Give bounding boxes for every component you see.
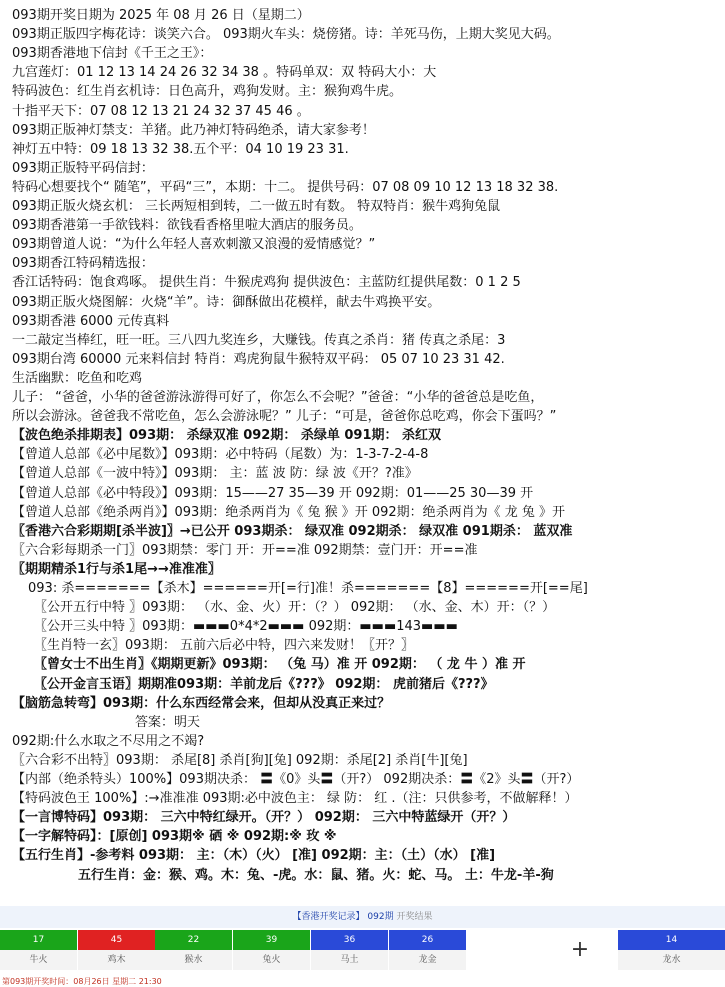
text-line: 神灯五中特：09 18 13 32 38.五个平：04 10 19 23 31. bbox=[12, 141, 349, 157]
section-line: 〖六合彩不出特〗093期： 杀尾[8] 杀肖[狗][兔] 092期：杀尾[2] 杀肖[牛][兔] bbox=[12, 752, 468, 768]
text-line: 特码波色：红生肖玄机诗：日色高升，鸡狗发财。主：猴狗鸡牛虎。 bbox=[12, 84, 403, 100]
section-line: 〖香港六合彩期期[杀半波]〗→已公开 093期杀： 绿双准 092期杀： 绿双准 091期杀： 蓝双准 bbox=[12, 523, 573, 539]
section-line: 〖公开三头中特 〗093期：▬▬▬0*4*2▬▬▬ 092期：▬▬▬143▬▬▬ bbox=[34, 619, 458, 635]
draw-ball bbox=[311, 930, 388, 970]
text-line: 九宫莲灯：01 12 13 14 24 26 32 34 38 。特码单双：双 特码大小：大 bbox=[12, 65, 437, 81]
text-line: 香江话特码：饱食鸡啄。 提供生肖：牛猴虎鸡狗 提供波色：主蓝防红提供尾数：0 1 2 5 bbox=[12, 275, 521, 291]
special-ball bbox=[618, 930, 725, 970]
draw-ball bbox=[155, 930, 232, 970]
text-line: 093期正版神灯禁支：羊猪。此乃神灯特码绝杀，请大家参考！ bbox=[12, 122, 375, 138]
ball-zodiac: 兔火 bbox=[233, 950, 310, 970]
plus-icon: + bbox=[570, 937, 590, 962]
section-line: 【曾道人总部《一波中特》】093期： 主：蓝 波 防：绿 波《开？?准》 bbox=[12, 466, 418, 482]
section-line: 093: 杀=======【杀木】======开[=行]准！杀=======【8】======开[==尾] bbox=[28, 581, 588, 596]
text-line: 特码心想要找个“ 随笔”，平码“三”，本期：十二。 提供号码：07 08 09 10 12 13 18 32 38. bbox=[12, 179, 559, 195]
ball-zodiac: 马土 bbox=[311, 950, 388, 970]
ball-zodiac: 龙水 bbox=[618, 950, 725, 970]
section-line: 【一言博特码】093期： 三六中特红绿开。（开？） 092期： 三六中特蓝绿开（开？） bbox=[12, 810, 516, 826]
text-line: 093期正版火烧图解：火烧“羊”。诗：御酥做出花模样，献去牛鸡换平安。 bbox=[12, 294, 441, 310]
text-line: 生活幽默：吃鱼和吃鸡 bbox=[12, 370, 143, 386]
text-line: 093期台湾 60000 元来料信封 特肖：鸡虎狗鼠牛猴特双平码： 05 07 10 23 31 42. bbox=[12, 351, 505, 367]
section-line: 〖期期精杀1行与杀1尾→→准准准〗 bbox=[12, 561, 221, 577]
text-line: 093期曾道人说：“为什么年轻人喜欢刺激又浪漫的爱情感觉？” bbox=[12, 237, 376, 253]
section-line: 答案：明天 bbox=[135, 714, 201, 730]
ball-zodiac: 猴水 bbox=[155, 950, 232, 970]
draw-period: 092期 bbox=[367, 912, 394, 922]
text-line: 093期香港 6000 元传真料 bbox=[12, 313, 170, 329]
ball-number: 26 bbox=[389, 930, 466, 950]
text-line: 093期香江特码精选报： bbox=[12, 256, 154, 272]
section-line: 【曾道人总部《必中特段》】093期：15——27 35—39 开 092期：01——25 30—39 开 bbox=[12, 485, 534, 501]
ball-number: 14 bbox=[618, 930, 725, 950]
draw-ball bbox=[0, 930, 77, 970]
text-line: 所以会游泳。爸爸我不常吃鱼，怎么会游泳呢？” 儿子：“可是，爸爸你总吃鸡，你会下蛋吗？” bbox=[12, 409, 557, 425]
text-line: 十指平天下：07 08 12 13 21 24 32 37 45 46 。 bbox=[12, 103, 310, 119]
draw-ball bbox=[233, 930, 310, 970]
text-line: 093期正版火烧玄机： 三长两短相到转，二一做五时有数。 特双特肖：猴牛鸡狗兔鼠 bbox=[12, 199, 501, 214]
draw-subtitle: 开奖结果 bbox=[396, 912, 433, 922]
section-line: 〖生肖特一玄〗093期： 五前六后必中特，四六来发财！〖开？〗 bbox=[34, 638, 414, 654]
draw-result-bar bbox=[0, 906, 725, 987]
ball-number: 45 bbox=[78, 930, 155, 950]
ball-zodiac: 鸡木 bbox=[78, 950, 155, 970]
section-line: 【脑筋急转弯】093期：什么东西经常会来，但却从没真正来过？ bbox=[12, 695, 391, 711]
ball-zodiac: 牛火 bbox=[0, 950, 77, 970]
ball-number: 17 bbox=[0, 930, 77, 950]
section-line: 【曾道人总部《绝杀两肖》】093期：绝杀两肖为《 兔 猴 》开 092期：绝杀两肖为《 龙 兔 》开 bbox=[12, 504, 566, 520]
section-line: 〖六合彩每期杀一门〗093期禁：零门 开：开==准 092期禁：壹门开：开==准 bbox=[12, 542, 478, 558]
text-line: 093期香港地下信封《千王之王》： bbox=[12, 46, 213, 62]
text-line: 093期开奖日期为 2025 年 08 月 26 日（星期二） bbox=[12, 8, 310, 23]
draw-footer: 第093期开奖时间：08月26日 星期二 21:30 bbox=[2, 977, 162, 986]
text-line: 093期香港第一手欲钱料：欲钱看香格里啦大酒店的服务员。 bbox=[12, 218, 362, 234]
section-line: 五行生肖：金：猴、鸡。木：兔、-虎。水：鼠、猪。火：蛇、马。 土：牛龙-羊-狗 bbox=[78, 867, 554, 883]
ball-number: 39 bbox=[233, 930, 310, 950]
draw-title-label: 【香港开奖记录】 bbox=[292, 912, 365, 922]
text-line: 093期正版四字梅花诗：谈笑六合。 093期火车头：烧傍猪。诗：羊死马伤，上期大奖见大码。 bbox=[12, 27, 560, 43]
draw-title bbox=[0, 906, 725, 928]
section-line: 【内部（绝杀特头）100%】093期决杀： 〓《0》头〓（开?） 092期决杀：〓《2》头〓（开?） bbox=[12, 772, 580, 787]
ball-number: 22 bbox=[155, 930, 232, 950]
section-line: 【曾道人总部《必中尾数》】093期：必中特码（尾数）为：1-3-7-2-4-8 bbox=[12, 447, 429, 463]
section-line: 〖公开金言玉语〗期期准093期：羊前龙后《???》 092期： 虎前猪后《???》 bbox=[34, 676, 494, 692]
draw-ball bbox=[389, 930, 466, 970]
draw-balls bbox=[0, 930, 725, 970]
ball-zodiac: 龙金 bbox=[389, 950, 466, 970]
draw-ball bbox=[78, 930, 155, 970]
section-line: 【波色绝杀排期表】093期： 杀绿双准 092期： 杀绿单 091期： 杀红双 bbox=[12, 428, 442, 444]
section-line: 【五行生肖】-参考料 093期： 主：（木）（火） [准] 092期：主：（土）（水） [准] bbox=[12, 848, 496, 864]
section-line: 【特码波色王 100%】:→准准准 093期:必中波色主： 绿 防： 红 .（注：只供参考，不做解释！） bbox=[12, 791, 578, 807]
ball-number: 36 bbox=[311, 930, 388, 950]
section-line: 【一字解特码】：[原创] 093期※ 硒 ※ 092期:※ 玫 ※ bbox=[12, 829, 337, 845]
section-line: 〖公开五行中特 〗093期： （水、金、火）开：（？） 092期： （水、金、木）开：（？） bbox=[34, 600, 556, 616]
text-line: 儿子： “爸爸，小华的爸爸游泳游得可好了，你怎么不会呢？”爸爸：“小华的爸爸总是吃鱼， bbox=[12, 390, 544, 405]
text-line: 093期正版特平码信封： bbox=[12, 160, 154, 176]
section-line: 092期:什么水取之不尽用之不竭? bbox=[12, 733, 205, 749]
text-line: 一二敲定当棒红，旺一旺。三八四九奖连乡，大赚钱。传真之杀肖：猪 传真之杀尾：3 bbox=[12, 332, 506, 348]
section-line: 〖曾女士不出生肖〗《期期更新》093期： （兔 马）准 开 092期： （ 龙 牛 ）准 开 bbox=[34, 657, 526, 673]
